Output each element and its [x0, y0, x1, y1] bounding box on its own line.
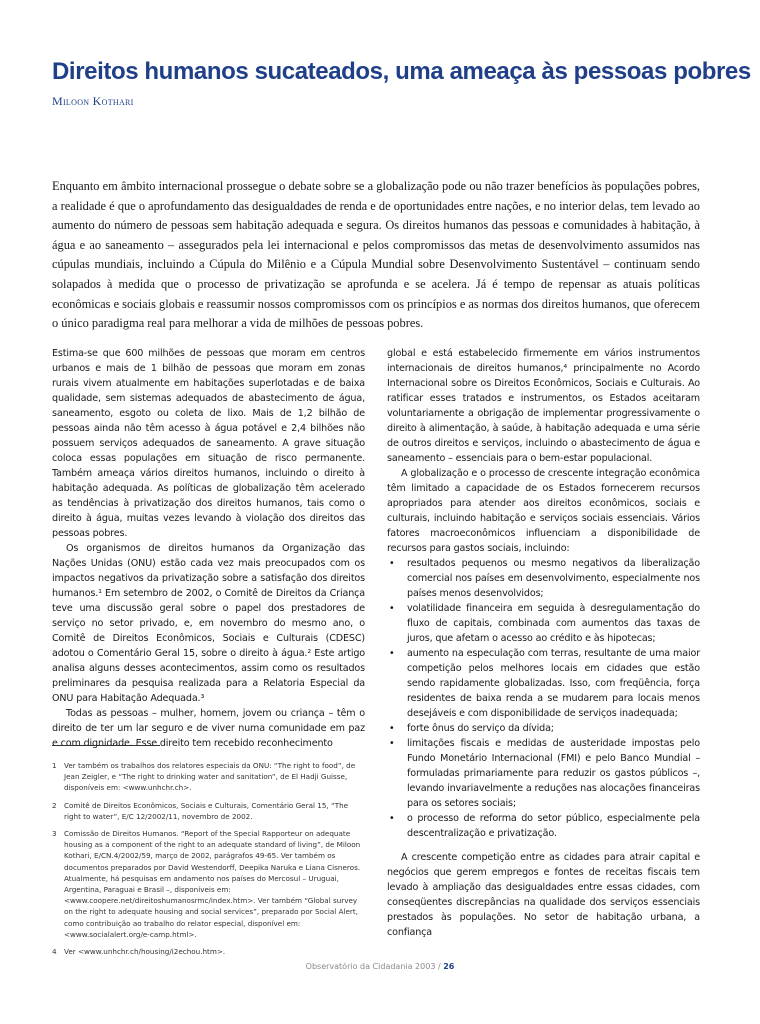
footnote-text: Ver também os trabalhos dos relatores especiais da ONU: “The right to food”, de Jean Zeigler, e “The right to drinking water and sanitation”, de El Hadji Guisse, disponíveis em: <www.unhchr.ch>.: [64, 761, 356, 793]
bullet-icon: •: [389, 738, 395, 749]
list-item: [387, 721, 700, 736]
bullet-icon: •: [389, 558, 395, 569]
publication-name: Observatório da Cidadania 2003: [305, 962, 436, 971]
footer-separator: /: [435, 962, 444, 971]
page-number: 26: [443, 962, 455, 971]
footnotes: [52, 760, 365, 963]
body-paragraph: Os organismos de direitos humanos da Organização das Nações Unidas (ONU) estão cada vez mais preocupados com os impactos negativos da privatização sobre a satisfação dos direitos humanos.¹ Em setembro de 2002, o Comitê de Direitos da Criança teve uma discussão geral sobre o papel dos prestadores de serviço no setor privado, e, em novembro do mesmo ano, o Comitê de Direitos Econômicos, Sociais e Culturais (CDESC) adotou o Comentário Geral 15, sobre o direito à água.² Este artigo analisa alguns desses acontecimentos, assim como os resultados preliminares da pesquisa realizada para a Relatoria Especial da ONU para Habitação Adequada.³: [52, 543, 365, 704]
footnote-text: Comitê de Direitos Econômicos, Sociais e Culturais, Comentário Geral 15, “The right to water”, E/C 12/2002/11, novembro de 2002.: [64, 800, 349, 821]
footnote: [52, 828, 365, 940]
footnote-divider: [52, 745, 160, 746]
list-item-text: resultados pequenos ou mesmo negativos da liberalização comercial nos países em desenvolvimento, especialmente nos países menos desenvolvidos;: [407, 558, 700, 599]
footnote: [52, 760, 365, 794]
body-paragraph: Todas as pessoas – mulher, homem, jovem ou criança – têm o direito de ter um lar seguro e de viver numa comunidade em paz e com dignidade. Esse direito tem recebido reconhecimento: [52, 708, 365, 749]
list-item-text: volatilidade financeira em seguida à desregulamentação do fluxo de capitais, combinada com aumentos das taxas de juros, que afetam o acesso ao crédito e às hipotecas;: [407, 603, 700, 644]
body-paragraph: global e está estabelecido firmemente em vários instrumentos internacionais de direitos humanos,⁴ principalmente no Acordo Internacional sobre os Direitos Econômicos, Sociais e Culturais. Ao ratificar esses tratados e instrumentos, os Estados aceitaram voluntariamente a obrigação de implementar progressivamente o direito à alimentação, à saúde, à habitação adequada e uma série de outros direitos e serviços, incluindo o abastecimento de água e saneamento – essenciais para o bem-estar populacional.: [387, 348, 700, 464]
footnote-number: 1: [52, 761, 57, 770]
right-column: [387, 346, 700, 940]
footnote: [52, 800, 365, 822]
body-paragraph: A crescente competição entre as cidades para atrair capital e negócios que gerem empregos e fontes de receitas fiscais tem levado à ampliação das desigualdades entre essas cidades, com conseqüentes discrepâncias na qualidade dos serviços essenciais prestados às populações. No setor de habitação urbana, a confiança: [387, 852, 700, 938]
body-paragraph: Estima-se que 600 milhões de pessoas que moram em centros urbanos e mais de 1 bilhão de pessoas que moram em zonas rurais vivem atualmente em habitações superlotadas e de baixa qualidade, sem sistemas adequados de abastecimento de água, saneamento, esgoto ou coleta de lixo. Mais de 1,2 bilhão de pessoas ainda não têm acesso à água potável e 2,4 bilhões não possuem serviços adequados de saneamento. A grave situação coloca essas populações em situação de risco permanente. Também ameaça vários direitos humanos, incluindo o direito à habitação adequada. As políticas de globalização têm acelerado as tendências à privatização dos direitos humanos, tais como o direito à água, muitas vezes levando à violação dos direitos das pessoas pobres.: [52, 348, 365, 539]
footnote-text: Ver <www.unhchr.ch/housing/i2echou.htm>.: [64, 947, 226, 957]
list-item-text: limitações fiscais e medidas de austeridade impostas pelo Fundo Monetário Internacional (FMI) e pelo Banco Mundial – formuladas primariamente para reduzir os gastos públicos –, levando invariavelmente a reduções nas alocações financeiras para os setores sociais;: [407, 738, 700, 809]
bullet-icon: •: [389, 603, 395, 614]
footnote: [52, 946, 365, 957]
page-footer: [0, 962, 760, 971]
footnote-number: 2: [52, 800, 57, 810]
bullet-icon: •: [389, 723, 395, 734]
footnote-text: Comissão de Direitos Humanos. “Report of the Special Rapporteur on adequate housing as a component of the right to an adequate standard of living”, de Miloon Kothari, E/CN.4/2002/59, março de 2002, parágrafos 49-65. Ver também os documentos preparados por David Westendorff, Deepika Naruka e Liana Cisneros. Atualmente, há pesquisas em andamento nos países do Mercosul – Uruguai, Argentina, Paraguai e Brasil –, disponíveis em: <www.coopere.net/direitoshumanosrmc/index.htm>. Ver também “Global survey on the right to adequate housing and social services”, preparado por Social Alert, como contribuição ao trabalho do relator especial, disponível em: <www.socialalert.org/e-camp.html>.: [64, 829, 361, 939]
intro-paragraph: Enquanto em âmbito internacional prossegue o debate sobre se a globalização pode ou não trazer benefícios às populações pobres, a realidade é que o aprofundamento das desigualdades de renda e de oportunidades entre nações, e no interior delas, tem levado ao aumento do número de pessoas sem habitação adequada e segura. Os direitos humanos das pessoas e comunidades à habitação, à água e ao saneamento – assegurados pela lei internacional e pelos compromissos das metas de desenvolvimento assumidos nas cúpulas mundiais, incluindo a Cúpula do Milênio e a Cúpula Mundial sobre Desenvolvimento Sustentável – continuam sendo solapados à medida que o processo de privatização se aprofunda e se acelera. Já é tempo de repensar as atuais políticas econômicas e sociais globais e reassumir nossos compromissos com os princípios e as normas dos direitos humanos, que oferecem o único paradigma real para melhorar a vida de milhões de pessoas pobres.: [52, 179, 700, 331]
list-item: [387, 736, 700, 811]
list-item: [387, 556, 700, 601]
list-item-text: forte ônus do serviço da dívida;: [407, 723, 554, 734]
list-item-text: o processo de reforma do setor público, especialmente pela descentralização e privatização.: [407, 813, 700, 839]
list-item: [387, 601, 700, 646]
left-column: [52, 346, 365, 751]
body-paragraph: A globalização e o processo de crescente integração econômica têm limitado a capacidade de os Estados fornecerem recursos apropriados para atender aos direitos econômicos, sociais e culturais, incluindo habitação e serviços sociais essenciais. Vários fatores macroeconômicos influenciam a disponibilidade de recursos para gastos sociais, incluindo:: [387, 468, 700, 554]
list-item: [387, 646, 700, 721]
list-item-text: aumento na especulação com terras, resultante de uma maior competição pelos melhores locais em cidades que estão sendo rapidamente globalizadas. Isso, com freqüência, força residentes de baixa renda a se mudarem para locais menos desejáveis e com disponibilidade de serviços inadequada;: [407, 648, 700, 719]
list-item: [387, 811, 700, 841]
author-name: Miloon Kothari: [52, 94, 134, 108]
bullet-list: [387, 556, 700, 841]
bullet-icon: •: [389, 648, 395, 659]
article-title: Direitos humanos sucateados, uma ameaça às pessoas pobres: [52, 58, 751, 85]
bullet-icon: •: [389, 813, 395, 824]
footnote-number: 3: [52, 829, 57, 839]
footnote-number: 4: [52, 947, 57, 957]
